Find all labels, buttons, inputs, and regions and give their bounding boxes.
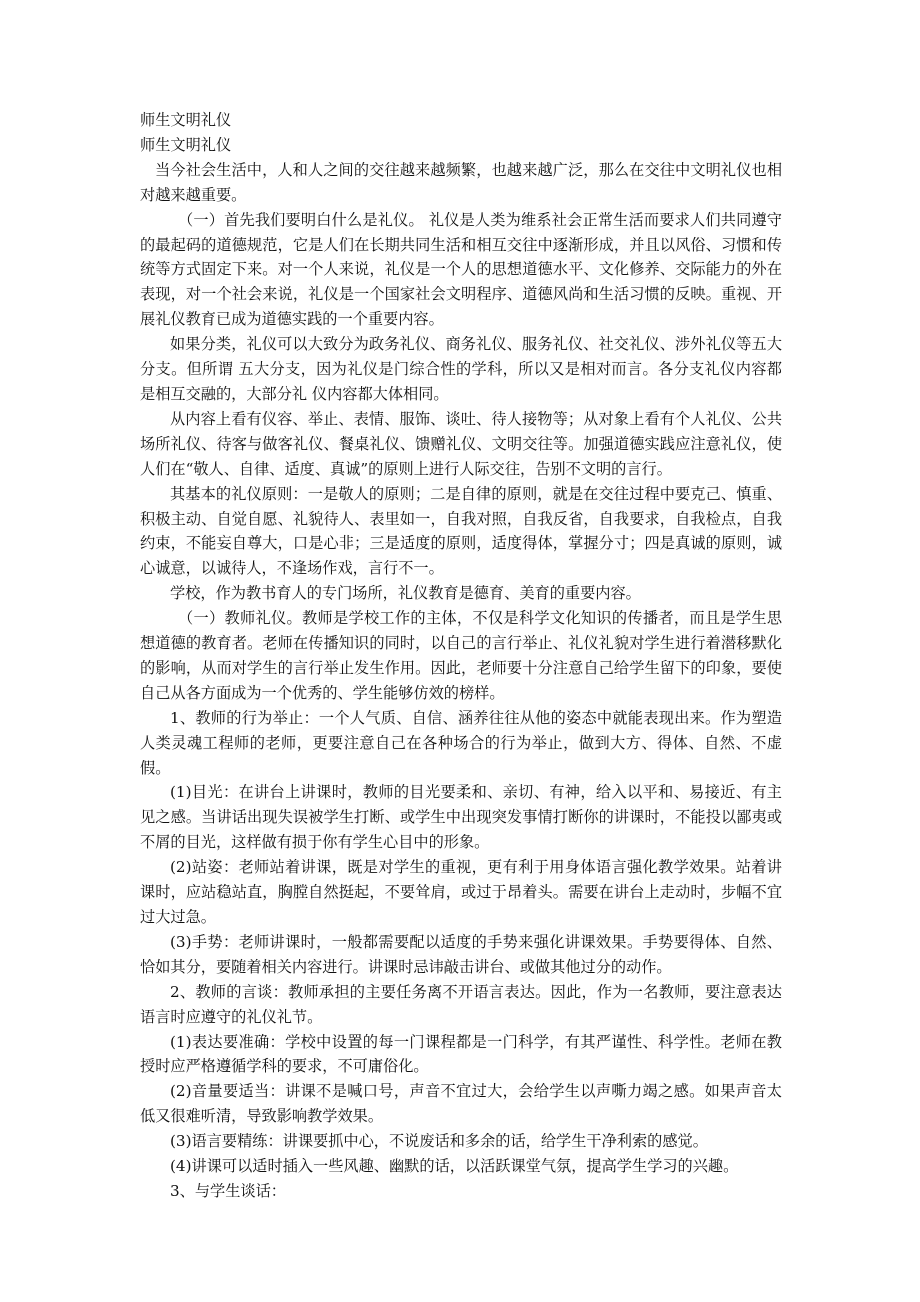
document-subtitle: 师生文明礼仪 [140,135,232,154]
paragraph-talk-with-students: 3、与学生谈话： [170,1181,286,1200]
document-page [140,108,782,1204]
paragraph-content: 从内容上看有仪容、举止、表情、服饰、谈吐、待人接物等；从对象上看有个人礼仪、公共场所礼仪、待客与做客礼仪、餐桌礼仪、馈赠礼仪、文明交往等。加强道德实践应注意礼仪，使人们在“敬人、自律、适度、真诚”的原则上进行人际交往，告别不文明的言行。 [140,409,782,478]
paragraph-gestures: (3)手势：老师讲课时，一般都需要配以适度的手势来强化讲课效果。手势要得体、自然、恰如其分，要随着相关内容进行。讲课时忌讳敲击讲台、或做其他过分的动作。 [140,932,782,976]
paragraph-volume: (2)音量要适当：讲课不是喊口号，声音不宜过大，会给学生以声嘶力竭之感。如果声音太低又很难听清，导致影响教学效果。 [140,1082,782,1126]
paragraph-classification: 如果分类，礼仪可以大致分为政务礼仪、商务礼仪、服务礼仪、社交礼仪、涉外礼仪等五大分支。但所谓 五大分支，因为礼仪是门综合性的学科，所以又是相对而言。各分支礼仪内容都是相互交融的，大部分礼 仪内容都大体相同。 [140,335,782,403]
paragraph-humor: (4)讲课可以适时插入一些风趣、幽默的话，以活跃课堂气氛，提高学生学习的兴趣。 [170,1157,739,1176]
paragraph-school: 学校，作为教书育人的专门场所，礼仪教育是德育、美育的重要内容。 [170,584,641,603]
paragraph-teacher-behavior: 1、教师的行为举止：一个人气质、自信、涵养往往从他的姿态中就能表现出来。作为塑造人类灵魂工程师的老师，更要注意自己在各种场合的行为举止，做到大方、得体、自然、不虚假。 [140,708,782,777]
paragraph-posture: (2)站姿：老师站着讲课，既是对学生的重视，更有利于用身体语言强化教学效果。站着讲课时，应站稳站直，胸膛自然挺起，不要耸肩，或过于昂着头。需要在讲台上走动时，步幅不宜过大过急。 [140,858,782,926]
paragraph-accuracy: (1)表达要准确：学校中设置的每一门课程都是一门科学，有其严谨性、科学性。老师在教授时应严格遵循学科的要求，不可庸俗化。 [140,1032,782,1076]
paragraph-intro: 当今社会生活中，人和人之间的交往越来越频繁，也越来越广泛，那么在交往中文明礼仪也相对越来越重要。 [140,160,782,204]
paragraph-eyes: (1)目光：在讲台上讲课时，教师的目光要柔和、亲切、有神，给入以平和、易接近、有主见之感。当讲话出现失误被学生打断、或学生中出现突发事情打断你的讲课时，不能投以鄙夷或不屑的目光，这样做有损于你有学生心目中的形象。 [140,783,782,852]
paragraph-principles: 其基本的礼仪原则：一是敬人的原则；二是自律的原则，就是在交往过程中要克己、慎重、积极主动、自觉自愿、礼貌待人、表里如一，自我对照，自我反省，自我要求，自我检点，自我约束，不能妄自尊大，口是心非；三是适度的原则，适度得体，掌握分寸；四是真诚的原则，诚心诚意，以诚待人，不逢场作戏，言行不一。 [140,484,782,578]
paragraph-teacher-etiquette: （一）教师礼仪。教师是学校工作的主体，不仅是科学文化知识的传播者，而且是学生思想道德的教育者。老师在传播知识的同时，以自己的言行举止、礼仪礼貌对学生进行着潜移默化的影响，从而对学生的言行举止发生作用。因此，老师要十分注意自己给学生留下的印象，要使自己从各方面成为一个优秀的、学生能够仿效的榜样。 [140,609,782,702]
paragraph-speech: 2、教师的言谈：教师承担的主要任务离不开语言表达。因此，作为一名教师，要注意表达语言时应遵守的礼仪礼节。 [140,982,782,1026]
paragraph-what-is-etiquette: （一）首先我们要明白什么是礼仪。 礼仪是人类为维系社会正常生活而要求人们共同遵守的最起码的道德规范，它是人们在长期共同生活和相互交往中逐渐形成，并且以风俗、习惯和传统等方式固定下来。对一个人来说，礼仪是一个人的思想道德水平、文化修养、交际能力的外在表现，对一个社会来说，礼仪是一个国家社会文明程序、道德风尚和生活习惯的反映。重视、开展礼仪教育已成为道德实践的一个重要内容。 [140,210,782,329]
document-title: 师生文明礼仪 [140,111,232,129]
paragraph-concise: (3)语言要精练：讲课要抓中心，不说废话和多余的话，给学生干净利索的感觉。 [170,1132,708,1151]
